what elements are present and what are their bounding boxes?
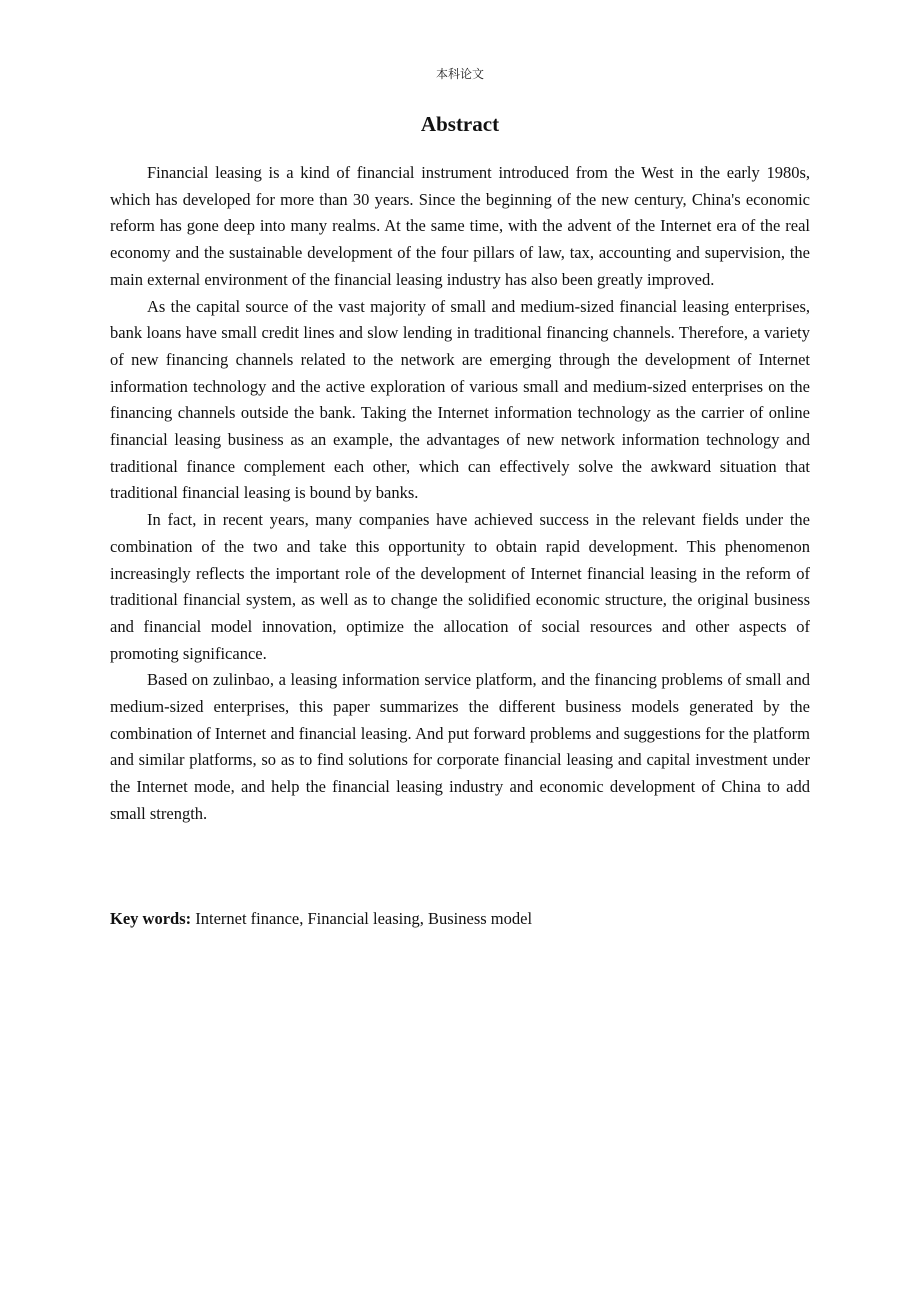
abstract-paragraph-2: As the capital source of the vast majority of small and medium-sized financial leasing enterprises, bank loans have small credit lines and slow lending in traditional financing channels. Therefore, a variety of new financing channels related to the network are emerging through the development of Internet information technology and the active exploration of various small and medium-sized enterprises on the financing channels outside the bank. Taking the Internet information technology as the carrier of online financial leasing business as an example, the advantages of new network information technology and traditional finance complement each other, which can effectively solve the awkward situation that traditional financial leasing is bound by banks. [110,296,810,503]
abstract-body [110,160,810,828]
keywords-value: Internet finance, Financial leasing, Business model [191,909,533,928]
abstract-title: Abstract [420,112,500,136]
keywords-label: Key words: [110,909,192,928]
header-divider [110,88,810,89]
abstract-paragraph-1: Financial leasing is a kind of financial instrument introduced from the West in the early 1980s, which has developed for more than 30 years. Since the beginning of the new century, China's economic reform has gone deep into many realms. At the same time, with the advent of the Internet era of the real economy and the sustainable development of the four pillars of law, tax, accounting and supervision, the main external environment of the financial leasing industry has also been greatly improved. [110,163,810,289]
keywords-line [110,906,810,933]
abstract-paragraph-3: In fact, in recent years, many companies have achieved success in the relevant fields under the combination of the two and take this opportunity to obtain rapid development. This phenomenon increasingly reflects the important role of the development of Internet financial leasing in the reform of traditional financial system, as well as to change the solidified economic structure, the original business and financial model innovation, optimize the allocation of social resources and other aspects of promoting significance. [110,510,810,663]
abstract-paragraph-4: Based on zulinbao, a leasing information service platform, and the financing problems of small and medium-sized enterprises, this paper summarizes the different business models generated by the combination of Internet and financial leasing. And put forward problems and suggestions for the platform and similar platforms, so as to find solutions for corporate financial leasing and capital investment under the Internet mode, and help the financial leasing industry and economic development of China to add small strength. [110,670,810,823]
running-header: 本科论文 [435,67,484,81]
